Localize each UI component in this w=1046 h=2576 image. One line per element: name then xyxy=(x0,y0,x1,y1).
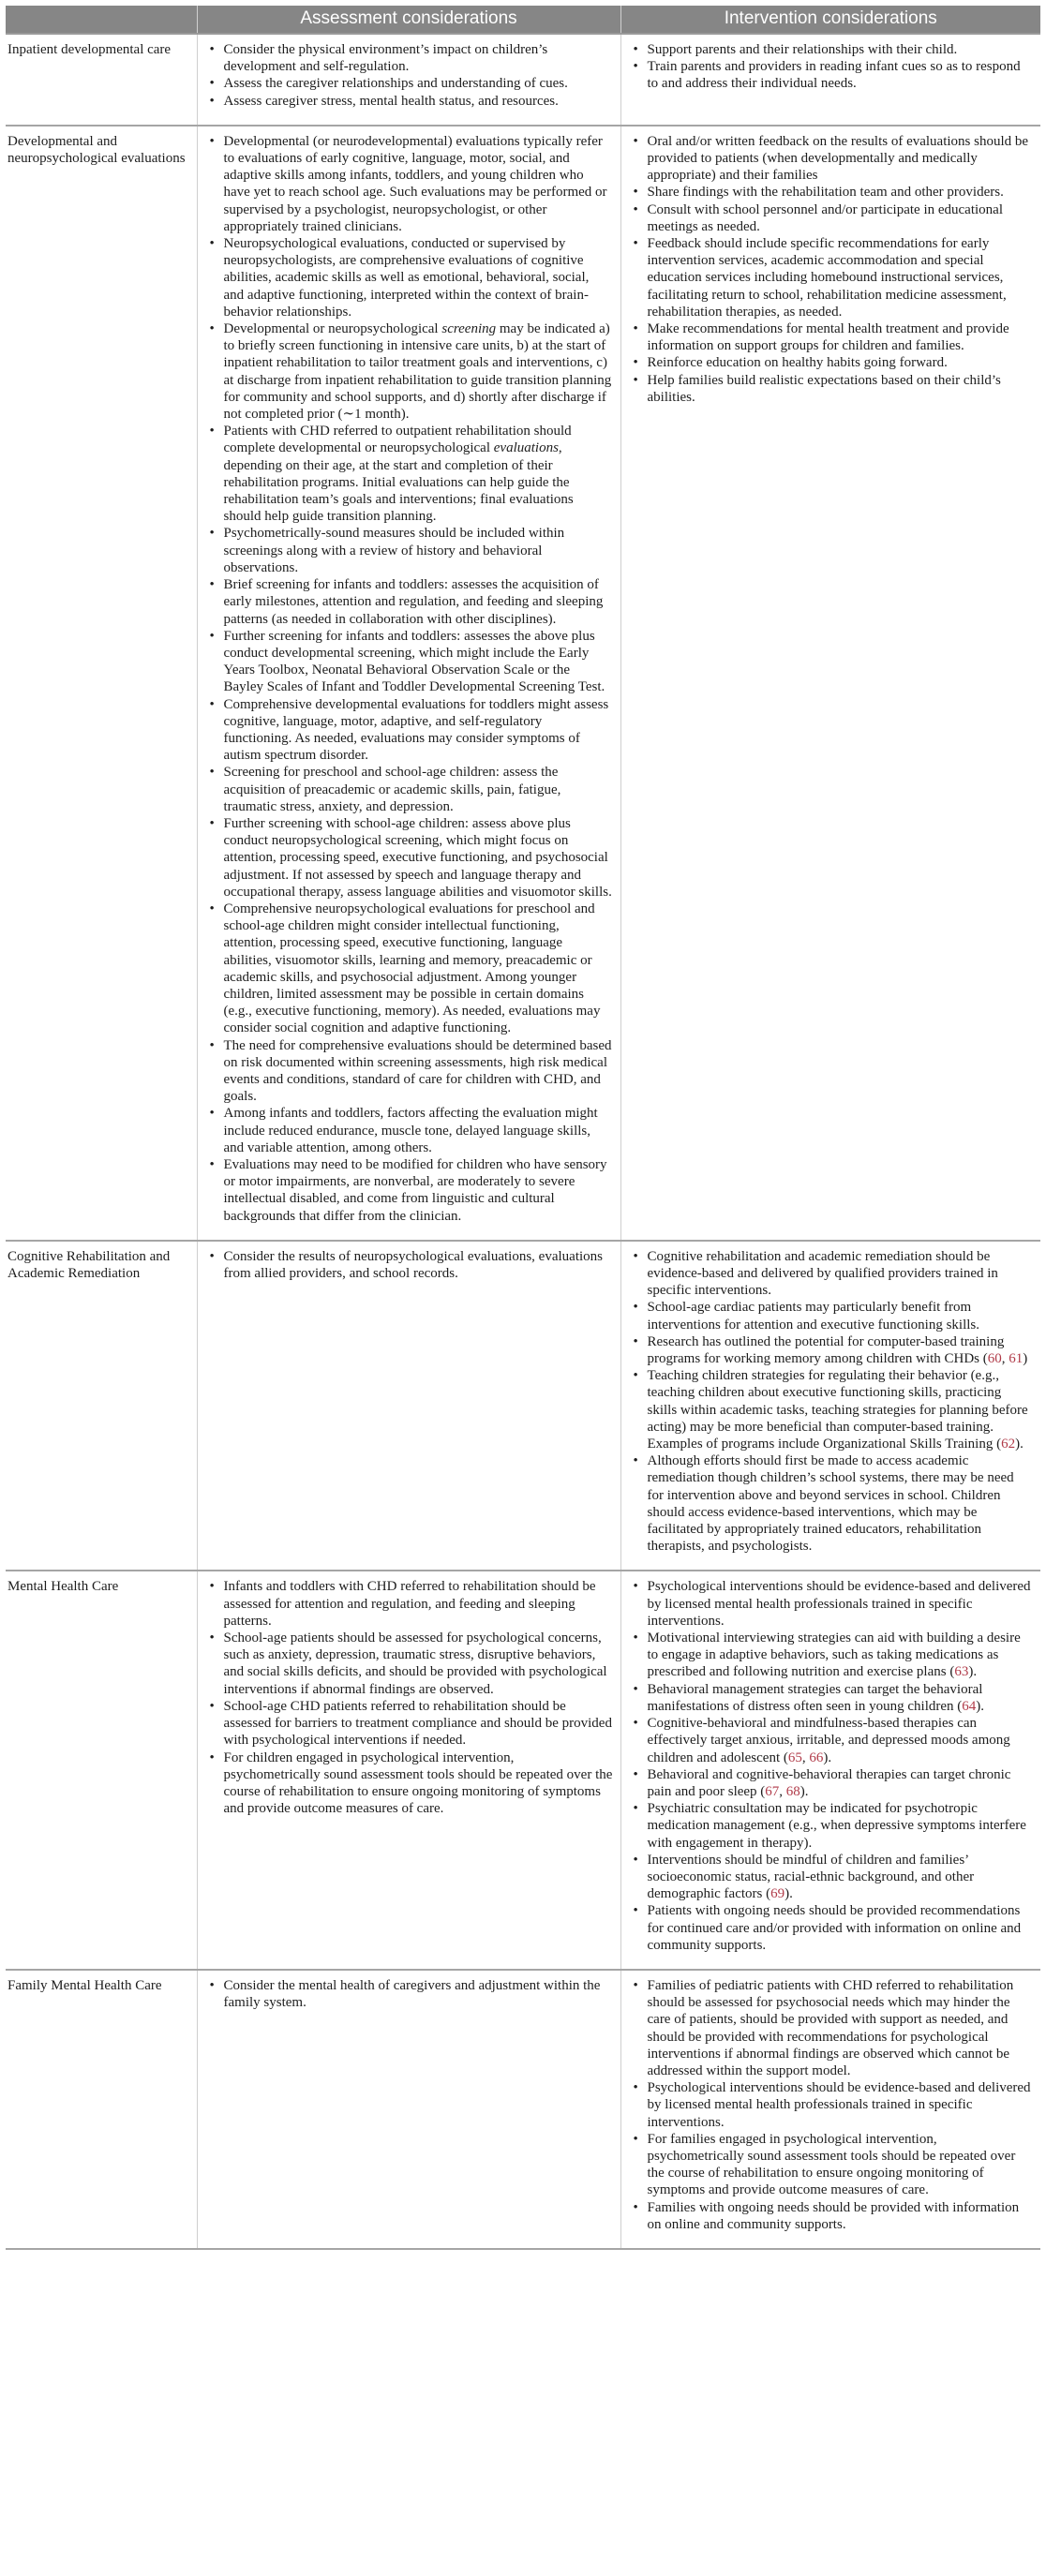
list-item: • Psychiatric consultation may be indicated for psychotropic medication management (e.g., when depressive symptoms interfere with engagement in therapy). xyxy=(648,1800,1034,1852)
list-item: • Consider the mental health of caregivers and adjustment within the family system. xyxy=(224,1977,613,2011)
header-intervention: Intervention considerations xyxy=(620,6,1040,34)
row-label: Inpatient developmental care xyxy=(6,34,197,126)
list-item: • School-age CHD patients referred to rehabilitation should be assessed for barriers to treatment compliance and should be provided with psychological interventions if needed. xyxy=(224,1698,613,1750)
assessment-list xyxy=(205,1977,613,2011)
list-item: • The need for comprehensive evaluations should be determined based on risk documented within screening assessments, high risk medical events and conditions, standard of care for children with CHD, and goals. xyxy=(224,1037,613,1106)
list-item: • Cognitive rehabilitation and academic remediation should be evidence-based and delivered by qualified providers trained in specific interventions. xyxy=(648,1248,1034,1300)
list-item: • Make recommendations for mental health treatment and provide information on support groups for children and families. xyxy=(648,320,1034,354)
intervention-cell xyxy=(620,1241,1040,1571)
list-item: • Patients with ongoing needs should be provided recommendations for continued care and/or provided with information on online and community supports. xyxy=(648,1902,1034,1954)
table-row xyxy=(6,1970,1040,2249)
list-item: • Psychological interventions should be evidence-based and delivered by licensed mental health professionals trained in specific interventions. xyxy=(648,2079,1034,2131)
table-row xyxy=(6,34,1040,126)
list-item: • Screening for preschool and school-age children: assess the acquisition of preacademic or academic skills, pain, fatigue, traumatic stress, anxiety, and depression. xyxy=(224,764,613,815)
header-domain xyxy=(6,6,197,34)
intervention-cell xyxy=(620,1571,1040,1969)
list-item: • Consider the physical environment’s impact on children’s development and self-regulation. xyxy=(224,41,613,75)
intervention-cell xyxy=(620,1970,1040,2249)
list-item: • Although efforts should first be made to access academic remediation though children’s school systems, there may be need for intervention above and beyond services in school. Children should access evidence-based interventions, which may be facilitated by appropriately trained educators, rehabilitation therapists, and psychologists. xyxy=(648,1452,1034,1555)
assessment-list xyxy=(205,41,613,110)
citation-link[interactable]: 65 xyxy=(787,1750,802,1765)
row-label: Mental Health Care xyxy=(6,1571,197,1969)
list-item: • For children engaged in psychological intervention, psychometrically sound assessment tools should be repeated over the course of rehabilitation to ensure ongoing monitoring of symptoms and provide outcome measures of care. xyxy=(224,1750,613,1818)
header-assessment: Assessment considerations xyxy=(197,6,620,34)
list-item: • Developmental (or neurodevelopmental) evaluations typically refer to evaluations of early cognitive, language, motor, social, and adaptive skills among infants, toddlers, and young children who have yet to reach school age. Such evaluations may be performed or supervised by a psychologist, neuropsychologist, or other appropriately trained clinicians. xyxy=(224,133,613,235)
intervention-cell xyxy=(620,34,1040,126)
citation-link[interactable]: 66 xyxy=(809,1750,824,1765)
list-item: • Teaching children strategies for regulating their behavior (e.g., teaching children about executive functioning skills, practicing skills within academic tasks, teaching strategies for planning before acting) may be more beneficial than computer-based training. Examples of programs include Organizational Skills Training (62). xyxy=(648,1367,1034,1452)
assessment-list xyxy=(205,133,613,1225)
table-row xyxy=(6,126,1040,1241)
list-item: • School-age cardiac patients may particularly benefit from interventions for attention and executive functioning skills. xyxy=(648,1299,1034,1333)
citation-link[interactable]: 64 xyxy=(962,1698,977,1714)
list-item: • Reinforce education on healthy habits going forward. xyxy=(648,354,1034,371)
list-item: • Feedback should include specific recommendations for early intervention services, academic accommodation and special education services including homebound instructional services, facilitating return to school, rehabilitation medicine assessment, rehabilitation therapies, as needed. xyxy=(648,235,1034,320)
table-row xyxy=(6,1241,1040,1571)
list-item: • Research has outlined the potential for computer-based training programs for working memory among children with CHDs (60, 61) xyxy=(648,1333,1034,1367)
citation-link[interactable]: 63 xyxy=(954,1664,969,1680)
list-item: • Families with ongoing needs should be provided with information on online and community supports. xyxy=(648,2199,1034,2233)
list-item: • Interventions should be mindful of children and families’ socioeconomic status, racial-ethnic background, and other demographic factors (69). xyxy=(648,1852,1034,1903)
intervention-list xyxy=(629,41,1034,93)
citation-link[interactable]: 68 xyxy=(785,1783,800,1799)
row-label: Developmental and neuropsychological evaluations xyxy=(6,126,197,1241)
list-item: • Infants and toddlers with CHD referred to rehabilitation should be assessed for attention and regulation, and feeding and sleeping patterns. xyxy=(224,1578,613,1630)
list-item: • Developmental or neuropsychological screening may be indicated a) to briefly screen functioning in intensive care units, b) at the start of inpatient rehabilitation to tailor treatment goals and interventions, c) at discharge from inpatient rehabilitation to guide transition planning for community and school supports, and d) shortly after discharge if not completed prior (∼1 month). xyxy=(224,320,613,423)
list-item: • Assess the caregiver relationships and understanding of cues. xyxy=(224,75,613,92)
list-item: • Psychometrically-sound measures should be included within screenings along with a review of history and behavioral observations. xyxy=(224,525,613,576)
assessment-cell xyxy=(197,126,620,1241)
assessment-list xyxy=(205,1578,613,1817)
list-item: • Families of pediatric patients with CHD referred to rehabilitation should be assessed for psychosocial needs which may hinder the care of patients, should be provided with support as needed, and should be provided with recommendations for psychological interventions if abnormal findings are observed which cannot be addressed within the support model. xyxy=(648,1977,1034,2079)
citation-link[interactable]: 62 xyxy=(1001,1437,1016,1452)
list-item: • Cognitive-behavioral and mindfulness-based therapies can effectively target anxious, irritable, and depressed moods among children and adolescent (65, 66). xyxy=(648,1715,1034,1766)
list-item: • Share findings with the rehabilitation team and other providers. xyxy=(648,184,1034,201)
list-item: • Evaluations may need to be modified for children who have sensory or motor impairments, are nonverbal, are moderately to severe intellectual disabled, and come from linguistic and cultural backgrounds that differ from the clinician. xyxy=(224,1156,613,1225)
list-item: • Comprehensive developmental evaluations for toddlers might assess cognitive, language, motor, adaptive, and self-regulatory functioning. As needed, evaluations may consider symptoms of autism spectrum disorder. xyxy=(224,696,613,765)
citation-link[interactable]: 60 xyxy=(987,1351,1002,1367)
list-item: • Neuropsychological evaluations, conducted or supervised by neuropsychologists, are comprehensive evaluations of cognitive abilities, academic skills as well as emotional, behavioral, social, and adaptive functioning, interpreted within the context of brain-behavior relationships. xyxy=(224,235,613,320)
list-item: • Motivational interviewing strategies can aid with building a desire to engage in adaptive behaviors, such as taking medications as prescribed and following nutrition and exercise plans (63). xyxy=(648,1630,1034,1681)
assessment-cell xyxy=(197,1970,620,2249)
list-item: • Comprehensive neuropsychological evaluations for preschool and school-age children might consider intellectual functioning, attention, processing speed, executive functioning, language abilities, visuomotor skills, learning and memory, preacademic or academic skills, and psychosocial adjustment. Among younger children, limited assessment may be possible in certain domains (e.g., executive functioning, memory). As needed, evaluations may consider social cognition and adaptive functioning. xyxy=(224,901,613,1037)
list-item: • Assess caregiver stress, mental health status, and resources. xyxy=(224,93,613,110)
assessment-cell xyxy=(197,1571,620,1969)
assessment-list xyxy=(205,1248,613,1282)
citation-link[interactable]: 61 xyxy=(1009,1351,1024,1367)
citation-link[interactable]: 69 xyxy=(770,1886,785,1902)
intervention-list xyxy=(629,1248,1034,1556)
list-item: • Consider the results of neuropsychological evaluations, evaluations from allied providers, and school records. xyxy=(224,1248,613,1282)
list-item: • For families engaged in psychological intervention, psychometrically sound assessment tools should be repeated over the course of rehabilitation to ensure ongoing monitoring of symptoms and provide outcome measures of care. xyxy=(648,2131,1034,2199)
row-label: Family Mental Health Care xyxy=(6,1970,197,2249)
list-item: • Further screening for infants and toddlers: assesses the above plus conduct developmental screening, which might include the Early Years Toolbox, Neonatal Behavioral Observation Scale or the Bayley Scales of Infant and Toddler Developmental Screening Test. xyxy=(224,628,613,696)
intervention-list xyxy=(629,1977,1034,2233)
list-item: • Among infants and toddlers, factors affecting the evaluation might include reduced endurance, muscle tone, delayed language skills, and variable attention, among others. xyxy=(224,1105,613,1156)
list-item: • Further screening with school-age children: assess above plus conduct neuropsychological screening, which might focus on attention, processing speed, executive functioning, and psychosocial adjustment. If not assessed by speech and language therapy and occupational therapy, assess language abilities and visuomotor skills. xyxy=(224,815,613,901)
table-body xyxy=(6,34,1040,2249)
citation-link[interactable]: 67 xyxy=(765,1783,780,1799)
assessment-cell xyxy=(197,1241,620,1571)
list-item: • Consult with school personnel and/or participate in educational meetings as needed. xyxy=(648,201,1034,235)
intervention-list xyxy=(629,133,1034,406)
list-item: • Help families build realistic expectations based on their child’s abilities. xyxy=(648,372,1034,406)
list-item: • School-age patients should be assessed for psychological concerns, such as anxiety, depression, traumatic stress, disruptive behaviors, and social skills deficits, and should be provided with psychological interventions if abnormal findings are observed. xyxy=(224,1630,613,1698)
row-label: Cognitive Rehabilitation and Academic Remediation xyxy=(6,1241,197,1571)
intervention-cell xyxy=(620,126,1040,1241)
list-item: • Train parents and providers in reading infant cues so as to respond to and address their individual needs. xyxy=(648,58,1034,92)
list-item: • Behavioral management strategies can target the behavioral manifestations of distress often seen in young children (64). xyxy=(648,1681,1034,1715)
assessment-cell xyxy=(197,34,620,126)
list-item: • Patients with CHD referred to outpatient rehabilitation should complete developmental or neuropsychological evaluations, depending on their age, at the start and completion of their rehabilitation programs. Initial evaluations can help guide the rehabilitation team’s goals and interventions; final evaluations should help guide transition planning. xyxy=(224,423,613,525)
list-item: • Brief screening for infants and toddlers: assesses the acquisition of early milestones, attention and regulation, and feeding and sleeping patterns (as needed in collaboration with other disciplines). xyxy=(224,576,613,628)
intervention-list xyxy=(629,1578,1034,1953)
table-header-row xyxy=(6,6,1040,34)
list-item: • Behavioral and cognitive-behavioral therapies can target chronic pain and poor sleep (67, 68). xyxy=(648,1766,1034,1800)
list-item: • Oral and/or written feedback on the results of evaluations should be provided to patients (when developmentally and medically appropriate) and their families xyxy=(648,133,1034,185)
list-item: • Psychological interventions should be evidence-based and delivered by licensed mental health professionals trained in specific interventions. xyxy=(648,1578,1034,1630)
list-item: • Support parents and their relationships with their child. xyxy=(648,41,1034,58)
considerations-table xyxy=(6,6,1040,2250)
table-row xyxy=(6,1571,1040,1969)
